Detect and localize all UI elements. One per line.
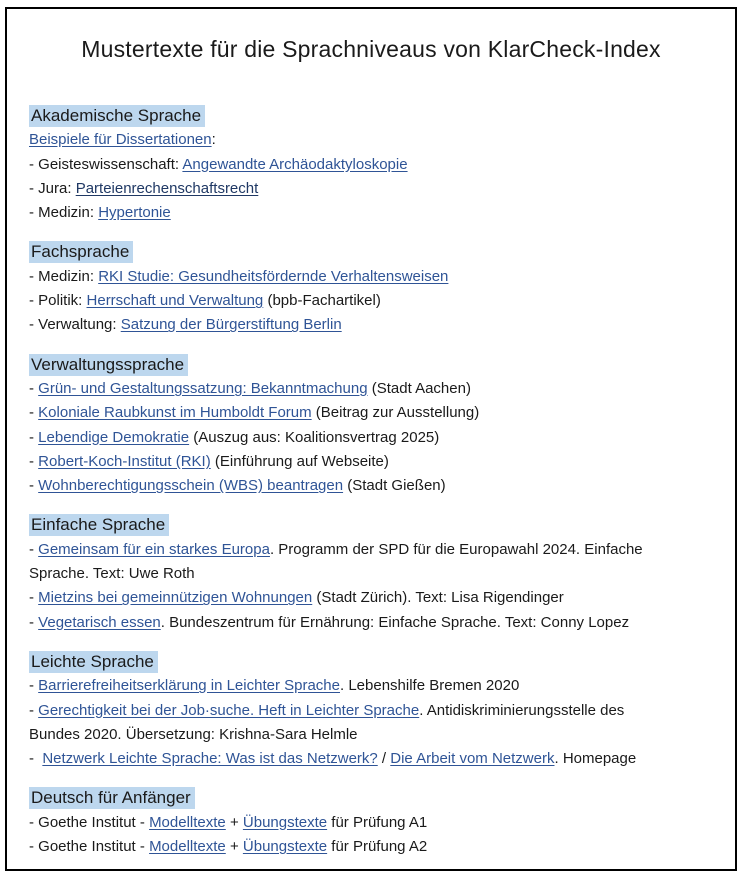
- text-run: Sprache. Text: Uwe Roth: [29, 565, 195, 583]
- hyperlink[interactable]: Parteienrechenschaftsrecht: [75, 179, 259, 197]
- hyperlink[interactable]: Herrschaft und Verwaltung: [86, 292, 264, 310]
- text-run: -: [29, 404, 39, 422]
- text-run: -: [29, 540, 39, 558]
- text-run: (Auszug aus: Koalitionsvertrag 2025): [189, 428, 440, 446]
- hyperlink[interactable]: Angewandte Archäodaktyloskopie: [182, 155, 408, 173]
- hyperlink[interactable]: Die Arbeit vom Netzwerk: [390, 750, 555, 768]
- text-line: [29, 450, 727, 474]
- text-line: [29, 289, 727, 313]
- hyperlink[interactable]: Satzung der Bürgerstiftung Berlin: [120, 316, 342, 334]
- hyperlink[interactable]: Übungstexte: [242, 813, 328, 831]
- hyperlink[interactable]: Mietzins bei gemeinnützigen Wohnungen: [38, 589, 313, 607]
- text-run: (Stadt Gießen): [343, 477, 446, 495]
- hyperlink[interactable]: Beispiele für Dissertationen: [29, 131, 212, 149]
- hyperlink[interactable]: Hypertonie: [98, 204, 171, 222]
- text-run: (Stadt Aachen): [367, 379, 471, 397]
- hyperlink[interactable]: Gemeinsam für ein starkes Europa: [38, 540, 270, 558]
- heading-highlight: Akademische Sprache: [29, 105, 205, 127]
- hyperlink[interactable]: Gerechtigkeit bei der Job·suche. Heft in Leichter Sprache: [38, 701, 420, 719]
- heading-highlight: Einfache Sprache: [29, 514, 169, 536]
- hyperlink[interactable]: Grün- und Gestaltungssatzung: Bekanntmachung: [38, 379, 368, 397]
- text-line: [29, 426, 727, 450]
- text-run: (bpb-Fachartikel): [263, 292, 381, 310]
- text-run: - Verwaltung:: [29, 316, 121, 334]
- text-line: [29, 811, 727, 835]
- section-heading: [29, 650, 727, 674]
- text-line: [29, 699, 727, 723]
- text-run: +: [225, 838, 243, 856]
- heading-highlight: Verwaltungssprache: [29, 354, 188, 376]
- text-run: - Geisteswissenschaft:: [29, 155, 183, 173]
- text-run: - Medizin:: [29, 267, 99, 285]
- text-run: (Beitrag zur Ausstellung): [311, 404, 480, 422]
- text-line: [29, 538, 727, 562]
- text-run: :: [211, 131, 216, 149]
- text-line: [29, 586, 727, 610]
- language-section: [29, 513, 727, 634]
- text-run: . Antidiskriminierungsstelle des: [419, 701, 625, 719]
- heading-highlight: Leichte Sprache: [29, 651, 158, 673]
- text-line: [29, 313, 727, 337]
- text-run: -: [29, 428, 39, 446]
- page-frame: [5, 7, 737, 871]
- section-heading: [29, 786, 727, 810]
- hyperlink[interactable]: Barrierefreiheitserklärung in Leichter Sprache: [38, 677, 340, 695]
- heading-highlight: Fachsprache: [29, 241, 133, 263]
- text-run: -: [29, 677, 39, 695]
- language-section: [29, 353, 727, 499]
- text-run: - Jura:: [29, 179, 76, 197]
- text-line: [29, 401, 727, 425]
- hyperlink[interactable]: Koloniale Raubkunst im Humboldt Forum: [38, 404, 312, 422]
- text-line: [29, 674, 727, 698]
- sections-container: [29, 104, 727, 859]
- text-run: . Homepage: [554, 750, 637, 768]
- section-heading: [29, 104, 727, 128]
- language-section: [29, 650, 727, 771]
- text-run: . Lebenshilfe Bremen 2020: [340, 677, 520, 695]
- text-line: [29, 128, 727, 152]
- text-run: -: [29, 750, 43, 768]
- text-run: -: [29, 477, 39, 495]
- text-run: für Prüfung A1: [327, 813, 428, 831]
- text-run: +: [225, 813, 243, 831]
- language-section: [29, 240, 727, 337]
- hyperlink[interactable]: Modelltexte: [149, 838, 226, 856]
- text-run: . Bundeszentrum für Ernährung: Einfache Sprache. Text: Conny Lopez: [160, 613, 630, 631]
- text-line: [29, 474, 727, 498]
- page-title: Mustertexte für die Sprachniveaus von KlarCheck-Index: [81, 36, 661, 62]
- text-run: -: [29, 452, 39, 470]
- text-line: [29, 377, 727, 401]
- text-line: [29, 835, 727, 859]
- text-run: - Medizin:: [29, 204, 99, 222]
- text-run: Bundes 2020. Übersetzung: Krishna-Sara Helmle: [29, 725, 358, 743]
- text-line: [29, 265, 727, 289]
- hyperlink[interactable]: Netzwerk Leichte Sprache: Was ist das Netzwerk?: [42, 750, 378, 768]
- text-line: [29, 562, 727, 586]
- hyperlink[interactable]: Lebendige Demokratie: [38, 428, 190, 446]
- text-run: -: [29, 701, 39, 719]
- text-run: (Einführung auf Webseite): [210, 452, 389, 470]
- text-line: [29, 747, 727, 771]
- hyperlink[interactable]: Modelltexte: [149, 813, 226, 831]
- text-run: für Prüfung A2: [327, 838, 428, 856]
- text-line: [29, 177, 727, 201]
- text-run: /: [377, 750, 391, 768]
- hyperlink[interactable]: Wohnberechtigungsschein (WBS) beantragen: [38, 477, 344, 495]
- text-line: [29, 153, 727, 177]
- hyperlink[interactable]: Übungstexte: [242, 838, 328, 856]
- heading-highlight: Deutsch für Anfänger: [29, 787, 195, 809]
- text-run: -: [29, 379, 39, 397]
- text-run: -: [29, 613, 39, 631]
- language-section: [29, 104, 727, 225]
- hyperlink[interactable]: Robert-Koch-Institut (RKI): [38, 452, 211, 470]
- text-run: - Politik:: [29, 292, 87, 310]
- text-run: - Goethe Institut -: [29, 838, 150, 856]
- text-run: -: [29, 589, 39, 607]
- section-heading: [29, 353, 727, 377]
- text-line: [29, 611, 727, 635]
- section-heading: [29, 240, 727, 264]
- text-run: - Goethe Institut -: [29, 813, 150, 831]
- hyperlink[interactable]: RKI Studie: Gesundheitsfördernde Verhaltensweisen: [98, 267, 449, 285]
- section-heading: [29, 513, 727, 537]
- language-section: [29, 786, 727, 859]
- text-line: [29, 723, 727, 747]
- hyperlink[interactable]: Vegetarisch essen: [38, 613, 161, 631]
- text-run: (Stadt Zürich). Text: Lisa Rigendinger: [312, 589, 564, 607]
- text-line: [29, 201, 727, 225]
- text-run: . Programm der SPD für die Europawahl 2024. Einfache: [269, 540, 643, 558]
